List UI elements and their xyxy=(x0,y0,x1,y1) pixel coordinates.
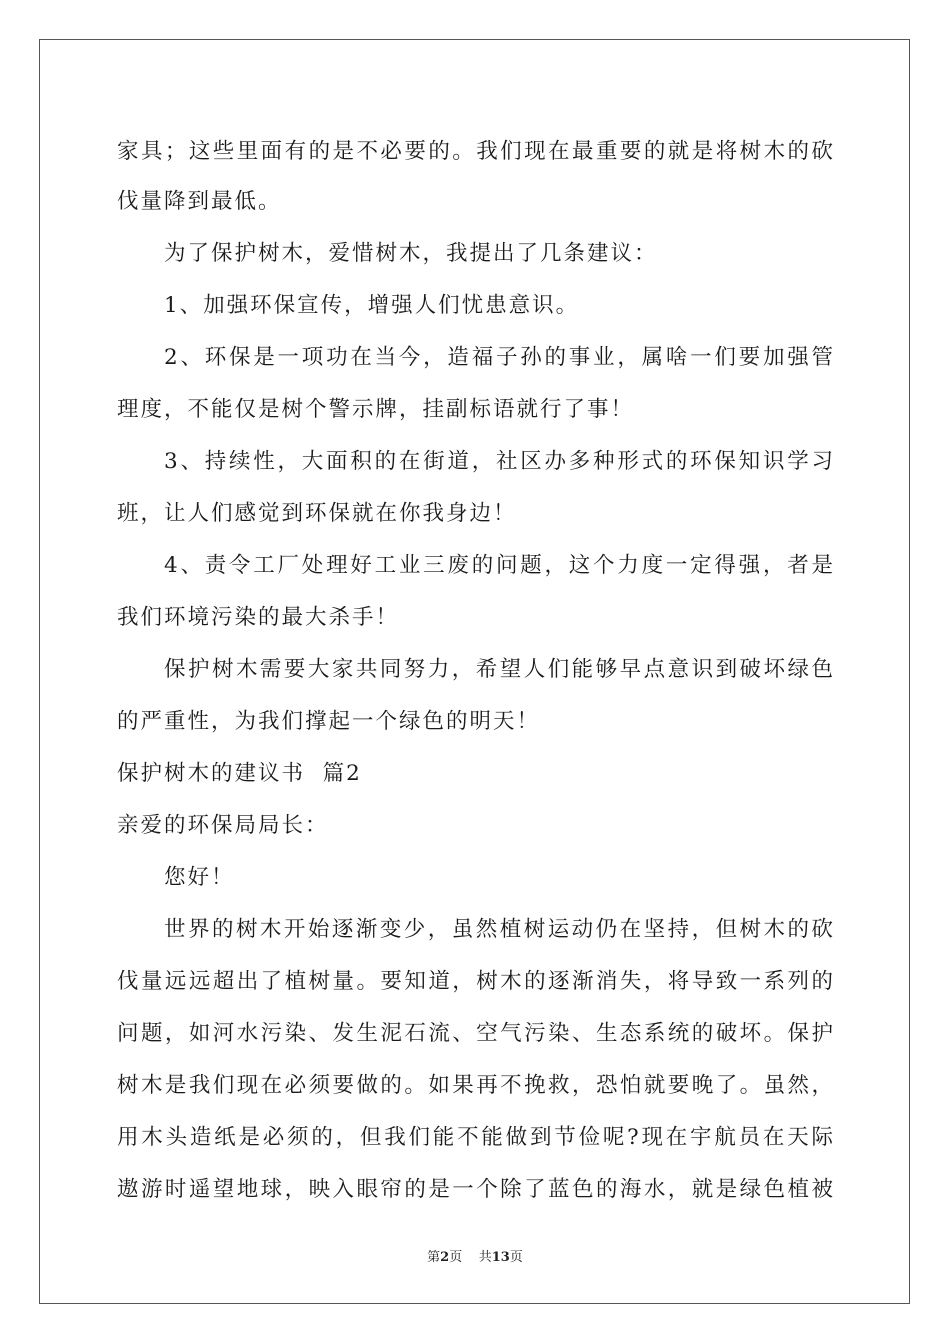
paragraph-line: 1、加强环保宣传，增强人们忧患意识。 xyxy=(164,293,580,318)
current-page-number: 2 xyxy=(440,1250,450,1265)
paragraph-line: 保护树木需要大家共同努力，希望人们能够早点意识到破坏绿色 xyxy=(164,657,833,682)
greeting: 您好！ xyxy=(164,865,235,890)
paragraph-line: 世界的树木开始逐渐变少，虽然植树运动仍在坚持，但树木的砍 xyxy=(164,917,833,942)
page-footer xyxy=(0,1246,950,1265)
paragraph-line: 2、环保是一项功在当今，造福子孙的事业，属啥一们要加强管 xyxy=(164,345,833,370)
paragraph-line: 为了保护树木，爱惜树木，我提出了几条建议： xyxy=(164,241,658,266)
section-title: 保护树木的建议书 篇2 xyxy=(117,761,362,786)
paragraph-line: 遨游时遥望地球，映入眼帘的是一个除了蓝色的海水，就是绿色植被 xyxy=(117,1177,833,1202)
footer-prefix: 第 xyxy=(427,1250,441,1265)
paragraph-line: 3、持续性，大面积的在街道，社区办多种形式的环保知识学习 xyxy=(164,449,833,474)
paragraph-line: 的严重性，为我们撑起一个绿色的明天！ xyxy=(117,709,541,734)
paragraph-line: 问题，如河水污染、发生泥石流、空气污染、生态系统的破坏。保护 xyxy=(117,1021,833,1046)
paragraph-line: 班，让人们感觉到环保就在你我身边！ xyxy=(117,501,517,526)
paragraph-line: 树木是我们现在必须要做的。如果再不挽救，恐怕就要晚了。虽然， xyxy=(117,1073,833,1098)
paragraph-line: 家具；这些里面有的是不必要的。我们现在最重要的就是将树木的砍 xyxy=(117,139,833,164)
paragraph-line: 伐量降到最低。 xyxy=(117,189,282,214)
paragraph-line: 4、责令工厂处理好工业三废的问题，这个力度一定得强，者是 xyxy=(164,553,833,578)
footer-suffix: 页 xyxy=(509,1250,523,1265)
footer-mid: 页 共 xyxy=(449,1250,492,1265)
paragraph-line: 理度，不能仅是树个警示牌，挂副标语就行了事！ xyxy=(117,397,635,422)
total-pages: 13 xyxy=(491,1250,510,1265)
paragraph-line: 我们环境污染的最大杀手！ xyxy=(117,605,400,630)
salutation: 亲爱的环保局局长： xyxy=(117,813,329,838)
paragraph-line: 用木头造纸是必须的，但我们能不能做到节俭呢?现在宇航员在天际 xyxy=(117,1125,833,1150)
paragraph-line: 伐量远远超出了植树量。要知道，树木的逐渐消失，将导致一系列的 xyxy=(117,969,833,994)
